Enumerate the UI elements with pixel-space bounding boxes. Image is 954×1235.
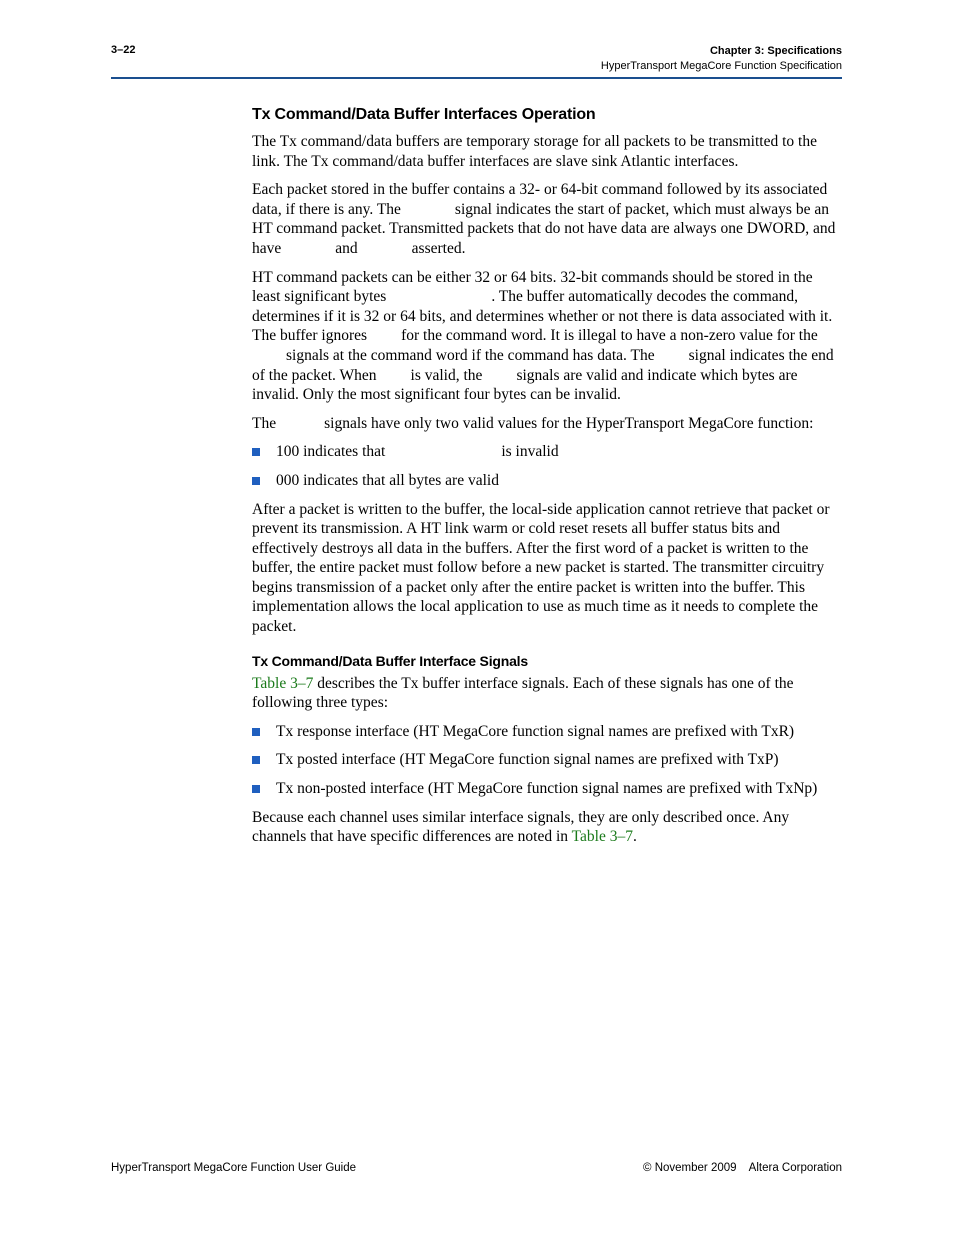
subsection-heading: Tx Command/Data Buffer Interface Signals [252, 652, 528, 669]
header-subtitle: HyperTransport MegaCore Function Specification [600, 60, 842, 72]
header-rule [111, 77, 842, 79]
bullet-list [252, 442, 842, 490]
table-link[interactable]: Table 3–7 [571, 828, 633, 846]
bullet-icon [252, 477, 260, 485]
paragraph: Each packet stored in the buffer contains a 32- or 64-bit command followed by its associated data, if there is any. The signal indicates the start of packet, which must always be an HT command packet. Transmitted packets that do not have data are always one DWORD, and have and asserted. [252, 181, 836, 257]
page-number: 3–22 [111, 44, 136, 56]
list-item: Tx response interface (HT MegaCore function signal names are prefixed with TxR) [252, 722, 842, 742]
footer-doc-title: HyperTransport MegaCore Function User Guide [111, 1162, 357, 1174]
list-item: Tx posted interface (HT MegaCore function signal names are prefixed with TxP) [252, 750, 842, 770]
list-item: 000 indicates that all bytes are valid [252, 471, 842, 491]
page-content [252, 106, 842, 856]
bullet-icon [252, 785, 260, 793]
list-item: 100 indicates that is invalid [252, 442, 842, 462]
footer-copyright: © November 2009 Altera Corporation [643, 1162, 842, 1174]
bullet-list [252, 722, 842, 799]
bullet-icon [252, 756, 260, 764]
paragraph: The Tx command/data buffers are temporary storage for all packets to be transmitted to the link. The Tx command/data buffer interfaces are slave sink Atlantic interfaces. [252, 133, 817, 170]
bullet-icon [252, 728, 260, 736]
table-link[interactable]: Table 3–7 [252, 674, 314, 692]
running-header [601, 44, 842, 74]
paragraph: HT command packets can be either 32 or 64 bits. 32-bit commands should be stored in the least significant bytes . The buffer automatically decodes the command, determines if it is 32 or 64 bits, and determines whether or not there is data associated with it. The buffer ignores for the command word. It is illegal to have a non-zero value for thesignals at the command word if the command has data. The signal indicates the end of the packet. When is valid, the signals are valid and indicate which bytes are invalid. Only the most significant four bytes can be invalid. [252, 268, 834, 404]
paragraph: Because each channel uses similar interface signals, they are only described once. Any channels that have specific differences are noted in Table 3–7. [252, 808, 790, 846]
paragraph: The signals have only two valid values for the HyperTransport MegaCore function: [252, 414, 814, 432]
list-item: Tx non-posted interface (HT MegaCore function signal names are prefixed with TxNp) [252, 779, 842, 799]
paragraph: After a packet is written to the buffer, the local-side application cannot retrieve that packet or prevent its transmission. A HT link warm or cold reset resets all buffer status bits and effectively destroys all data in the buffers. After the first word of a packet is written to the buffer, the entire packet must follow before a new packet is started. The transmitter circuitry begins transmission of a packet only after the entire packet is written into the buffer. This implementation allows the local application to use as much time as it needs to complete the packet. [252, 500, 830, 636]
section-heading: Tx Command/Data Buffer Interfaces Operation [252, 106, 596, 123]
paragraph: Table 3–7 describes the Tx buffer interface signals. Each of these signals has one of the following three types: [252, 674, 794, 712]
bullet-icon [252, 448, 260, 456]
chapter-title: Chapter 3: Specifications [709, 45, 842, 57]
